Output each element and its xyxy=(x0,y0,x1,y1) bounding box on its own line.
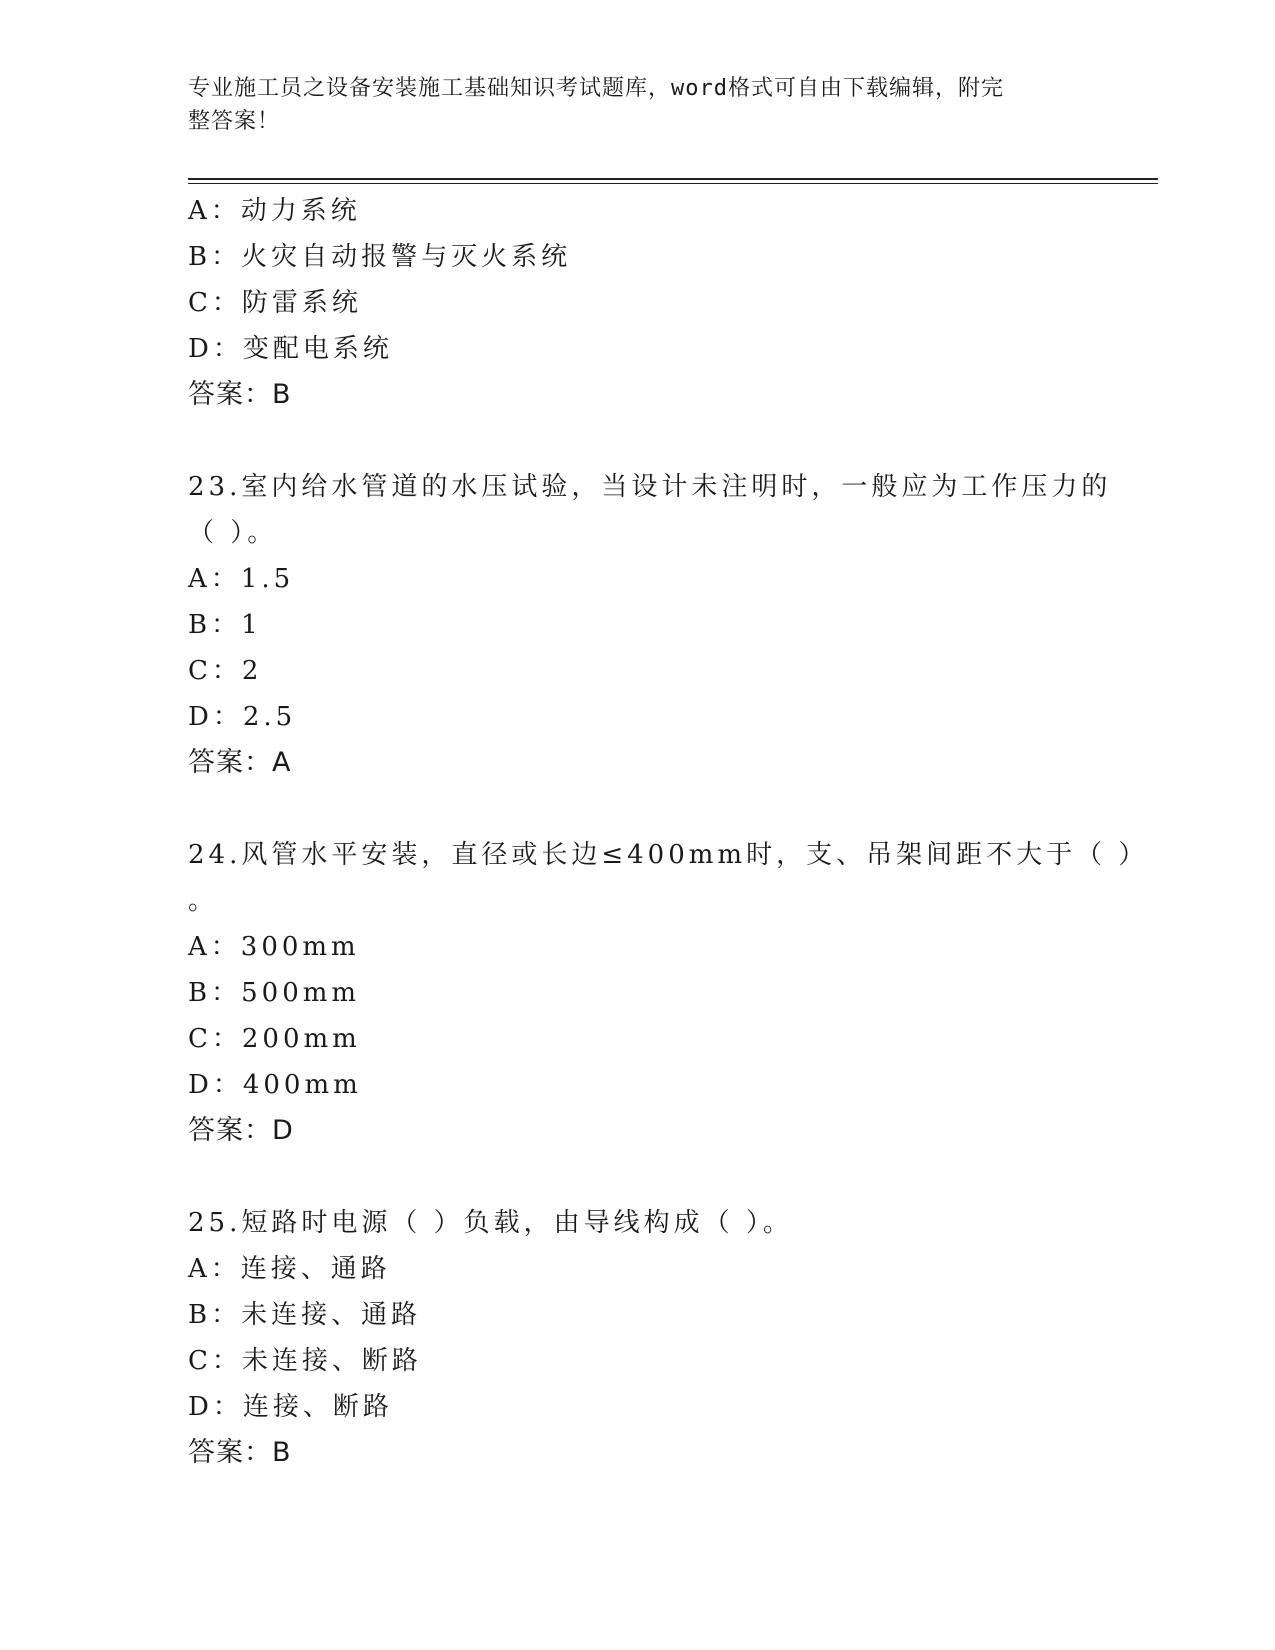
answer-line: 答案：D xyxy=(188,1115,294,1146)
option-b: B：500mm xyxy=(188,978,361,1008)
option-c: C：2 xyxy=(188,656,263,686)
option-a: A：动力系统 xyxy=(188,196,361,226)
question-25 xyxy=(188,1200,1168,1476)
answer-line: 答案：B xyxy=(188,379,292,410)
document-header xyxy=(188,72,1068,138)
question-list xyxy=(188,188,1168,1476)
question-24 xyxy=(188,832,1168,1154)
header-divider-thin xyxy=(188,183,1158,184)
header-line-2: 整答案！ xyxy=(188,109,281,134)
question-stem: 25.短路时电源（ ）负载，由导线构成（ ）。 xyxy=(188,1208,793,1238)
option-c: C：未连接、断路 xyxy=(188,1346,422,1376)
question-stem-cont: 。 xyxy=(188,886,219,916)
option-d: D：2.5 xyxy=(188,702,297,732)
header-line-1: 专业施工员之设备安装施工基础知识考试题库，word格式可自由下载编辑，附完 xyxy=(188,76,1004,101)
answer-line: 答案：A xyxy=(188,747,292,778)
question-stem-cont: （ ）。 xyxy=(188,518,278,548)
option-b: B：未连接、通路 xyxy=(188,1300,422,1330)
option-c: C：200mm xyxy=(188,1024,361,1054)
question-23 xyxy=(188,464,1168,786)
option-c: C：防雷系统 xyxy=(188,288,362,318)
option-a: A：连接、通路 xyxy=(188,1254,391,1284)
option-d: D：连接、断路 xyxy=(188,1392,393,1422)
answer-line: 答案：B xyxy=(188,1437,292,1468)
option-a: A：1.5 xyxy=(188,564,295,594)
option-d: D：变配电系统 xyxy=(188,334,393,364)
option-b: B：1 xyxy=(188,610,262,640)
question-stem: 23.室内给水管道的水压试验，当设计未注明时，一般应为工作压力的 xyxy=(188,472,1112,502)
option-a: A：300mm xyxy=(188,932,360,962)
option-d: D：400mm xyxy=(188,1070,362,1100)
question-22 xyxy=(188,188,1168,418)
header-divider xyxy=(188,178,1158,180)
option-b: B：火灾自动报警与灭火系统 xyxy=(188,242,572,272)
question-stem: 24.风管水平安装，直径或长边≤400mm时，支、吊架间距不大于（ ） xyxy=(188,840,1149,870)
